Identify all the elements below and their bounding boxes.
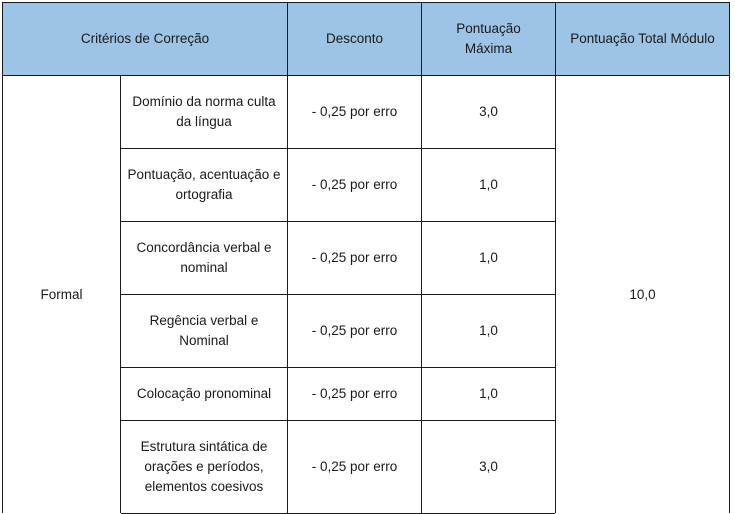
header-discount: Desconto [288, 3, 422, 76]
discount-cell: - 0,25 por erro [288, 222, 422, 295]
max-score-cell: 3,0 [422, 76, 556, 149]
max-score-cell: 3,0 [422, 421, 556, 514]
max-score-cell: 1,0 [422, 295, 556, 368]
total-score-cell: 10,0 [556, 76, 730, 514]
criterion-cell: Colocação pronominal [121, 368, 288, 421]
header-max-score: Pontuação Máxima [422, 3, 556, 76]
table-header-row [3, 3, 730, 76]
criterion-cell: Concordância verbal e nominal [121, 222, 288, 295]
table-row [3, 76, 730, 149]
criterion-cell: Domínio da norma culta da língua [121, 76, 288, 149]
discount-cell: - 0,25 por erro [288, 368, 422, 421]
discount-cell: - 0,25 por erro [288, 295, 422, 368]
header-total-score: Pontuação Total Módulo [556, 3, 730, 76]
max-score-cell: 1,0 [422, 149, 556, 222]
criterion-cell: Pontuação, acentuação e ortografia [121, 149, 288, 222]
max-score-cell: 1,0 [422, 368, 556, 421]
group-label-cell: Formal [3, 76, 121, 514]
discount-cell: - 0,25 por erro [288, 76, 422, 149]
discount-cell: - 0,25 por erro [288, 421, 422, 514]
criterion-cell: Regência verbal e Nominal [121, 295, 288, 368]
max-score-cell: 1,0 [422, 222, 556, 295]
grading-criteria-table [2, 2, 730, 514]
header-criteria: Critérios de Correção [3, 3, 288, 76]
criterion-cell: Estrutura sintática de orações e períodos, elementos coesivos [121, 421, 288, 514]
discount-cell: - 0,25 por erro [288, 149, 422, 222]
